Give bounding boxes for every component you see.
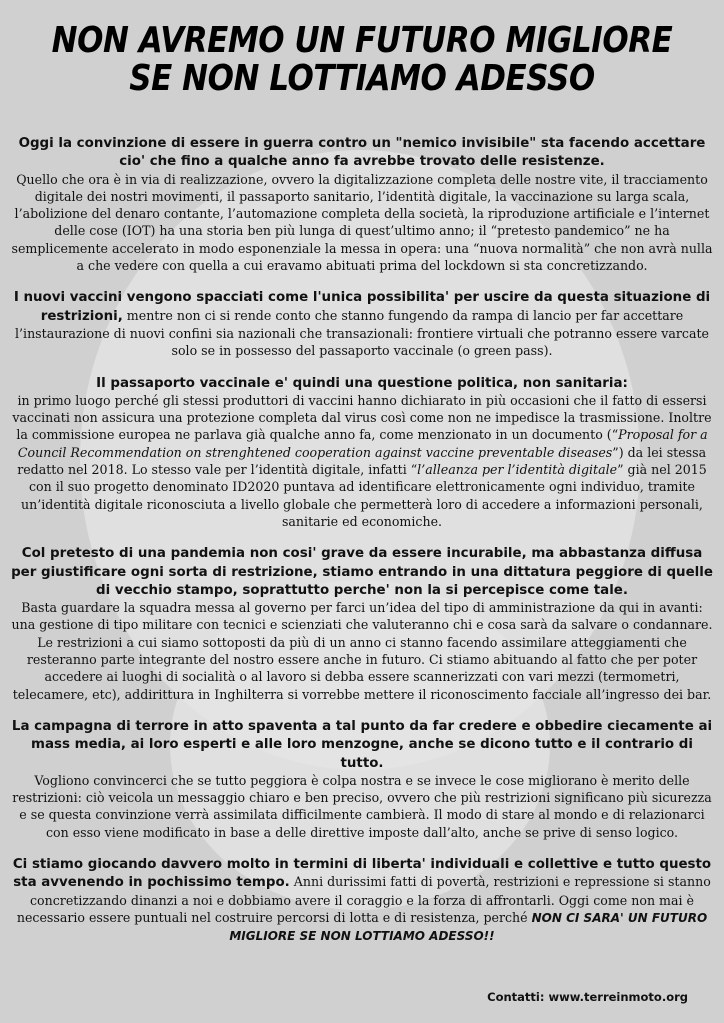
paragraph-3-body-2: ”) da lei stessa redatto nel 2018. Lo stesso vale per l’identità digitale, infatti “ <box>17 444 707 478</box>
paragraph-4 <box>10 544 714 703</box>
flyer-text <box>10 134 714 959</box>
alliance-name: l’alleanza per l’identità digitale <box>417 462 618 478</box>
paragraph-3-body-1: in primo luogo perché gli stessi produttori di vaccini hanno dichiarato in più occasioni che il fatto di essersi vaccinati non assicura una protezione completa dal virus così come non ne impedisce la trasmissione. Inoltre la commissione europea ne parlava già qualche anno fa, come menzionato in un documento (“ <box>12 392 712 443</box>
paragraph-6 <box>10 855 714 945</box>
paragraph-3 <box>10 374 714 531</box>
paragraph-1-lead: Oggi la convinzione di essere in guerra contro un "nemico invisibile" sta facendo accettare cio' che fino a qualche anno fa avrebbe trovato delle resistenze. <box>18 136 706 170</box>
paragraph-6-lead: Ci stiamo giocando davvero molto in termini di liberta' individuali e collettive e tutto questo sta avvenendo in pochissimo tempo. <box>12 856 712 891</box>
title-line-1: NON AVREMO UN FUTURO MIGLIORE <box>51 20 673 61</box>
page-title <box>51 22 674 98</box>
paragraph-5-body: Vogliono convincerci che se tutto peggiora è colpa nostra e se invece le cose migliorano è merito delle restrizioni: ciò veicola un messaggio chiaro e ben preciso, ovvero che più restrizioni significano più sicurezza e se questa convinzione verrà assimilata difficilmente cambierà. Il modo di stare al mondo e di relazionarci con esso viene modificato in base a delle direttive imposte dall’alto, anche se prive di senso logico. <box>12 772 712 840</box>
paragraph-5-lead: La campagna di terrore in atto spaventa a tal punto da far credere e obbedire ciecamente ai mass media, ai loro esperti e alle loro menzogne, anche se dicono tutto e il contrario di tutto. <box>11 718 713 771</box>
paragraph-5 <box>10 717 714 841</box>
paragraph-3-body-3: ” già nel 2015 con il suo progetto denominato ID2020 puntava ad identificare elettronicamente ogni individuo, tramite un’identità digitale riconosciuta a livello globale che permetterà loro di accedere a informazioni personali, sanitarie ed economiche. <box>21 462 707 529</box>
contacts-link[interactable]: Contatti: www.terreinmoto.org <box>487 990 688 1004</box>
paragraph-3-lead: Il passaporto vaccinale e' quindi una questione politica, non sanitaria: <box>96 375 628 391</box>
paragraph-2-body: mentre non ci si rende conto che stanno fungendo da rampa di lancio per far accettare l’instaurazione di nuovi confini sia nazionali che transazionali: frontiere virtuali che potranno essere varcate solo se in possesso del passaporto vaccinale (o green pass). <box>15 307 709 359</box>
document-title: Proposal for a Council Recommendation on strenghtened cooperation against vaccine preventable diseases <box>17 427 708 460</box>
paragraph-2 <box>10 288 714 359</box>
paragraph-1-body: Quello che ora è in via di realizzazione, ovvero la digitalizzazione completa delle nostre vite, il tracciamento digitale dei nostri movimenti, il passaporto sanitario, l’identità digitale, la vaccinazione su larga scala, l’abolizione del denaro contante, l’automazione completa della società, la riproduzione artificiale e l’internet delle cose (IOT) ha una storia ben più lunga di quest’ultimo anno; il “pretesto pandemico” ne ha semplicemente accelerato in modo esponenziale la messa in opera: una “nuova normalità” che non avrà nulla a che vedere con quella a cui eravamo abituati prima del lockdown si sta concretizzando. <box>11 171 713 274</box>
closing-slogan: NON CI SARA' UN FUTURO MIGLIORE SE NON LOTTIAMO ADESSO!! <box>229 910 708 944</box>
paragraph-1 <box>10 134 714 274</box>
paragraph-6-body: Anni durissimi fatti di povertà, restrizioni e repressione si stanno concretizzando dinanzi a noi e dobbiamo avere il coraggio e la forza di affrontarli. Oggi come non mai è necessario essere puntuali nel costruire percorsi di lotta e di resistenza, perché <box>16 874 711 925</box>
title-line-2: SE NON LOTTIAMO ADESSO <box>129 58 595 99</box>
paragraph-4-body: Basta guardare la squadra messa al governo per farci un’idea del tipo di amministrazione da qui in avanti: una gestione di tipo militare con tecnici e scienziati che valuteranno chi e cosa sarà da salvare o condannare. Le restrizioni a cui siamo sottoposti da più di un anno ci stanno facendo assimilare atteggiamenti che resteranno parte integrante del nostro essere anche in futuro. Ci stiamo abituando al fatto che per poter accedere ai luoghi di socialità o al lavoro si debba essere scannerizzati con vari mezzi (termometri, telecamere, etc), addirittura in Inghilterra si vorrebbe mettere il riconoscimento facciale all’ingresso dei bar. <box>11 600 713 702</box>
paragraph-4-lead: Col pretesto di una pandemia non cosi' grave da essere incurabile, ma abbastanza diffusa per giustificare ogni sorta di restrizione, stiamo entrando in una dittatura peggiore di quelle di vecchio stampo, soprattutto perche' non la si percepisce come tale. <box>11 546 713 598</box>
paragraph-2-lead: I nuovi vaccini vengono spacciati come l'unica possibilita' per uscire da questa situazione di restrizioni, <box>13 290 711 324</box>
